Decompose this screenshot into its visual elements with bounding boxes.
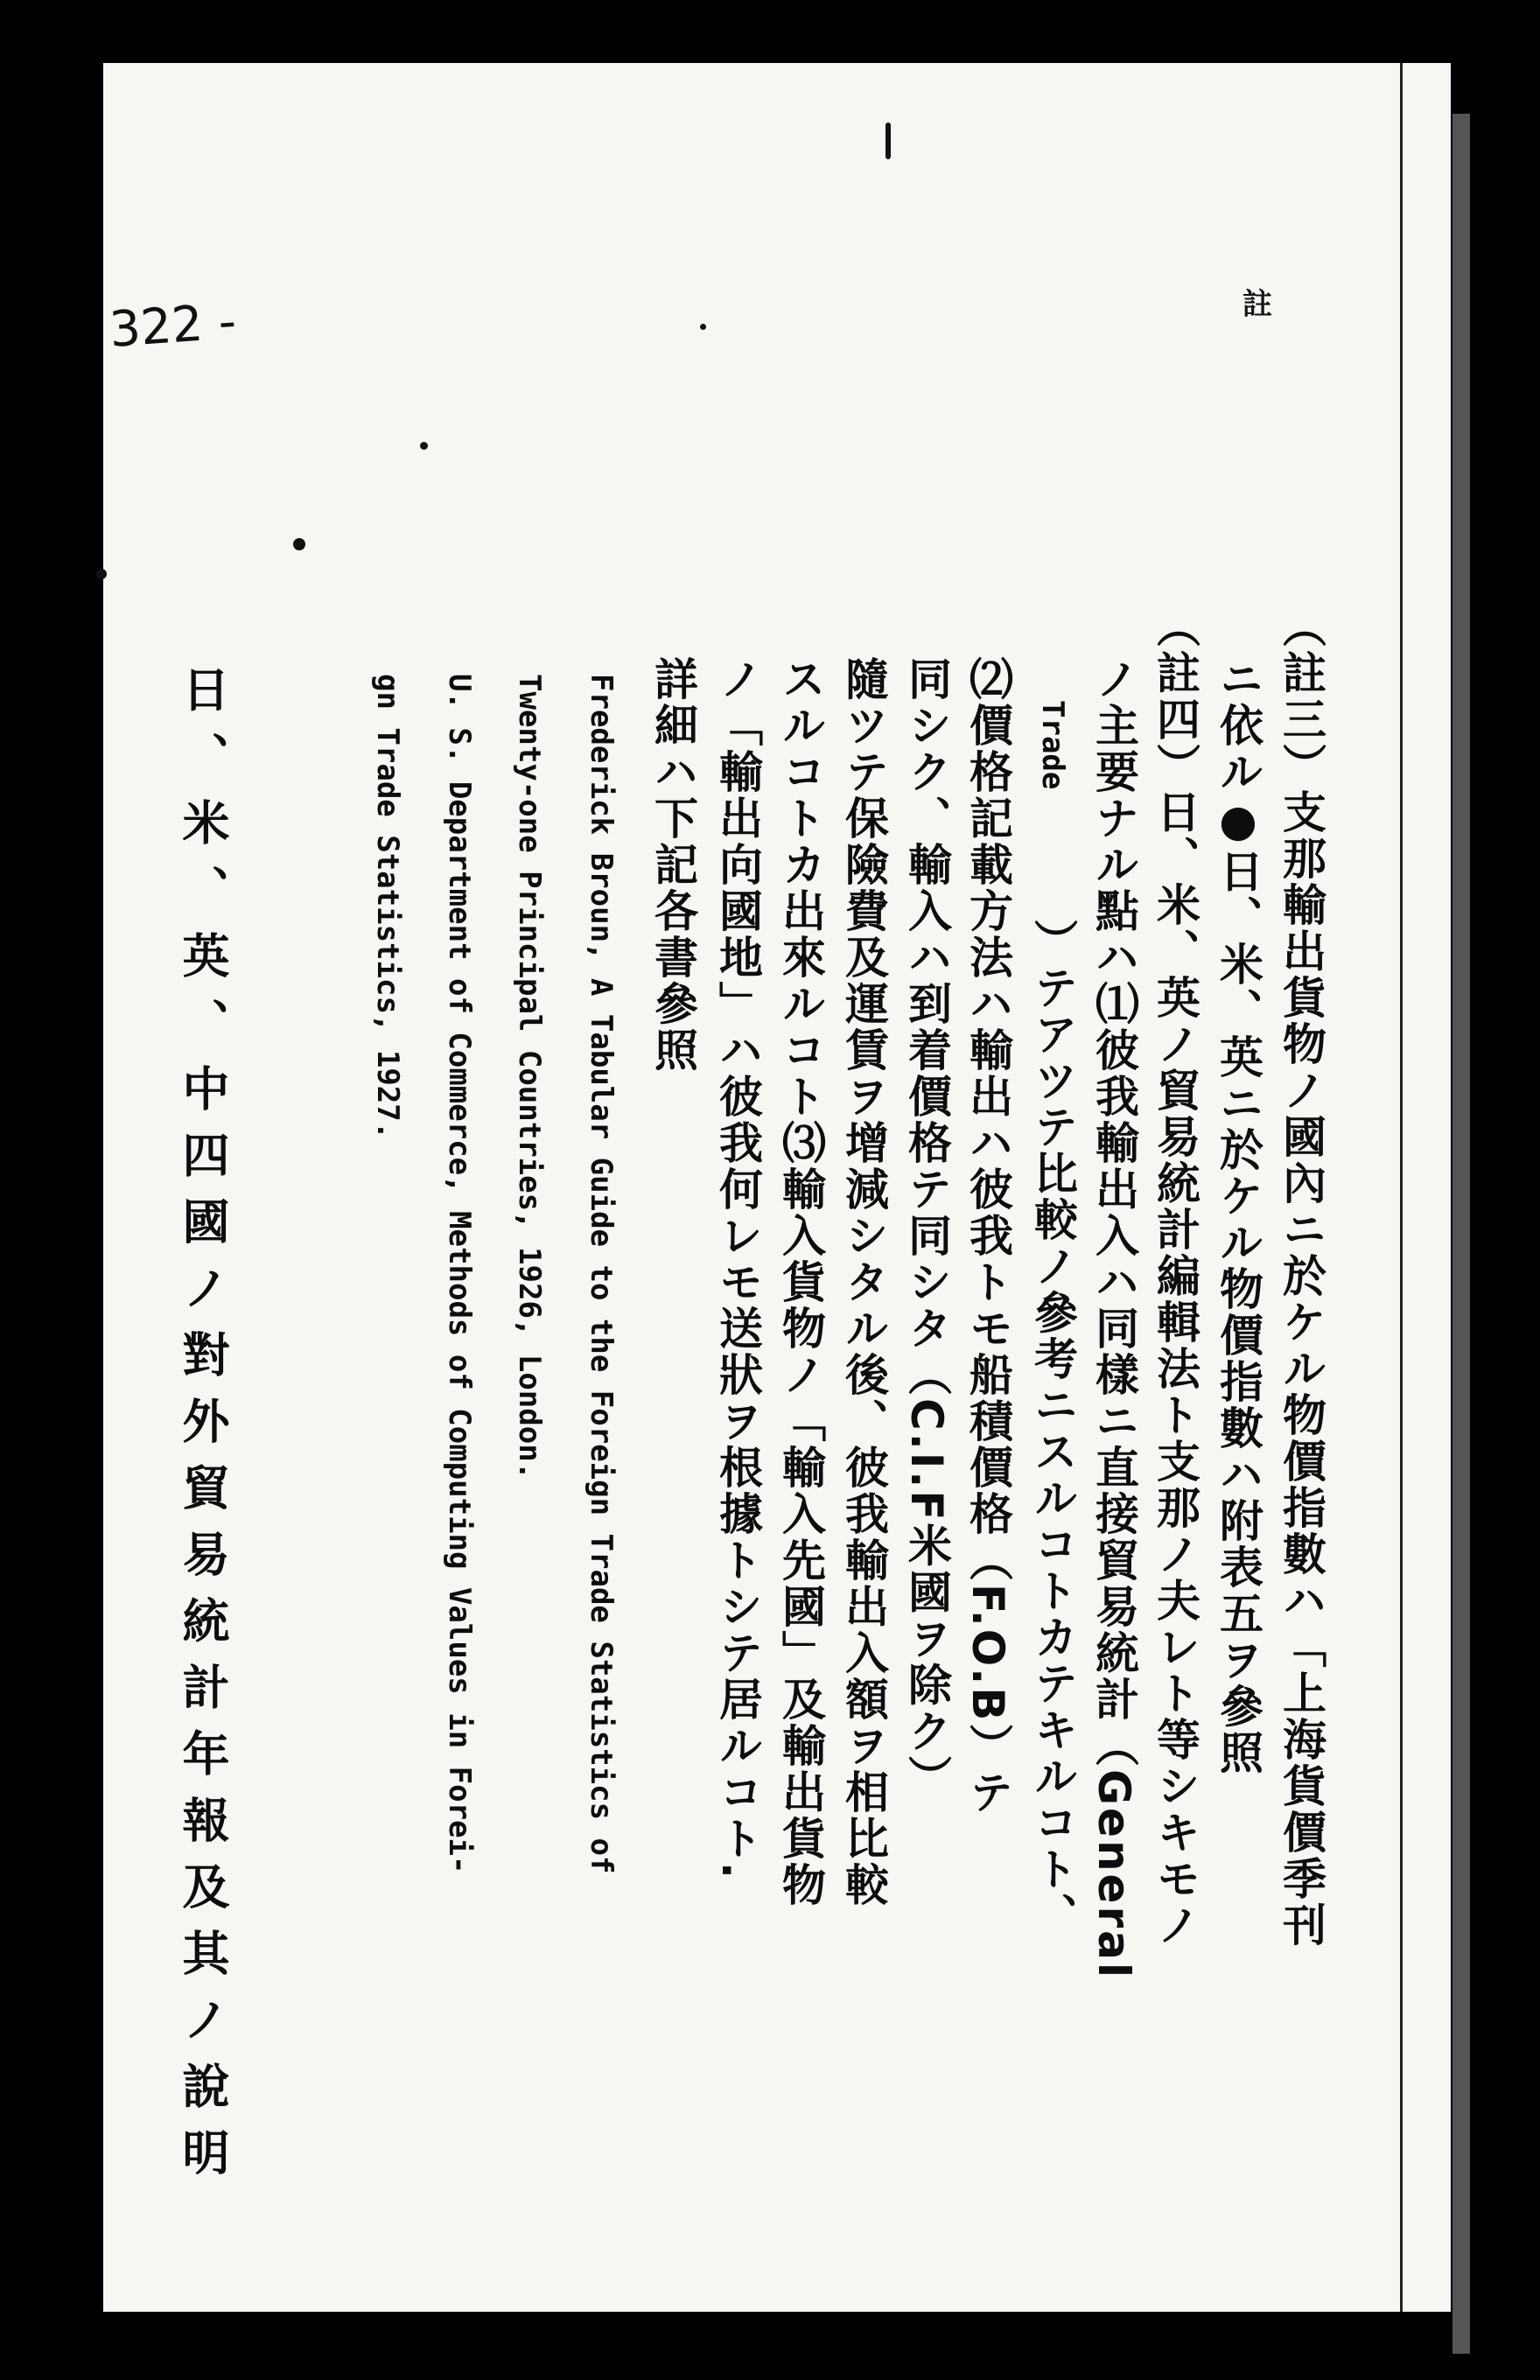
reference-2-line-1: U. S. Department of Commerce, Methods of Computing Values in Forei- (442, 674, 477, 1874)
section-title: 日、米、英、中四國ノ對外貿易統計年報及其ノ說明 (175, 665, 230, 2194)
text-line-11: ノ「輸出向國地」ハ彼我何レモ送狀ヲ根據トシテ居ルコト. (712, 656, 763, 1881)
page-heading-mark: 註 (1242, 287, 1272, 322)
reference-2-line-2: gn Trade Statistics, 1927. (370, 674, 405, 1140)
reference-1-line-1: Frederick Broun, A Tabular Guide to the Foreign Trade Statistics of (584, 674, 619, 1874)
text-line-9: 隨ツテ保險費及運賃ヲ增減シタル後、彼我輸出入額ヲ相比較 (838, 656, 889, 1908)
text-line-6: ）テアツテ比較ノ參考ニスルコトカテキルコト、 (1027, 919, 1078, 1939)
text-line-1: （註三）支那輸出貨物ノ國內ニ於ケル物價指數ハ「上海貨價季刊 (1276, 604, 1326, 1949)
handwritten-folio-number: 322 - (107, 293, 238, 359)
text-line-12: 詳細ハ下記各書參照 (648, 656, 698, 1074)
text-line-5-trade: Trade (1035, 700, 1070, 790)
scan-speck (420, 442, 428, 450)
text-line-3: （註四）日、米、英ノ貿易統計編輯法ト支那ノ夫レト等シキモノ (1150, 604, 1200, 1949)
binding-shadow (1452, 114, 1470, 2354)
scan-speck (293, 538, 305, 550)
text-line-10: スルコトカ出來ルコト⑶輸入貨物ノ「輸入先國」及輸出貨物 (775, 656, 826, 1908)
scan-speck (96, 569, 107, 579)
reference-1-line-2: Twenty-one Principal Countries, 1926, London. (512, 674, 547, 1480)
page-fold-line (1400, 63, 1403, 2312)
text-line-8: 同シク、輸入ハ到着價格テ同シタ（C.I.F米國ヲ除ク） (901, 656, 952, 1802)
scan-speck (700, 324, 706, 330)
pen-mark (886, 122, 891, 159)
text-line-7: ⑵價格記載方法ハ輸出ハ彼我トモ船積價格（F.O.B）テ (962, 656, 1013, 1816)
text-line-2: ニ依ル●日、米、英ニ於ケル物價指數ハ附表五ヲ參照 (1213, 656, 1264, 1776)
text-line-4: ノ主要ナル點ハ⑴彼我輸出入ハ同樣ニ直接貿易統計（General (1088, 656, 1139, 1980)
